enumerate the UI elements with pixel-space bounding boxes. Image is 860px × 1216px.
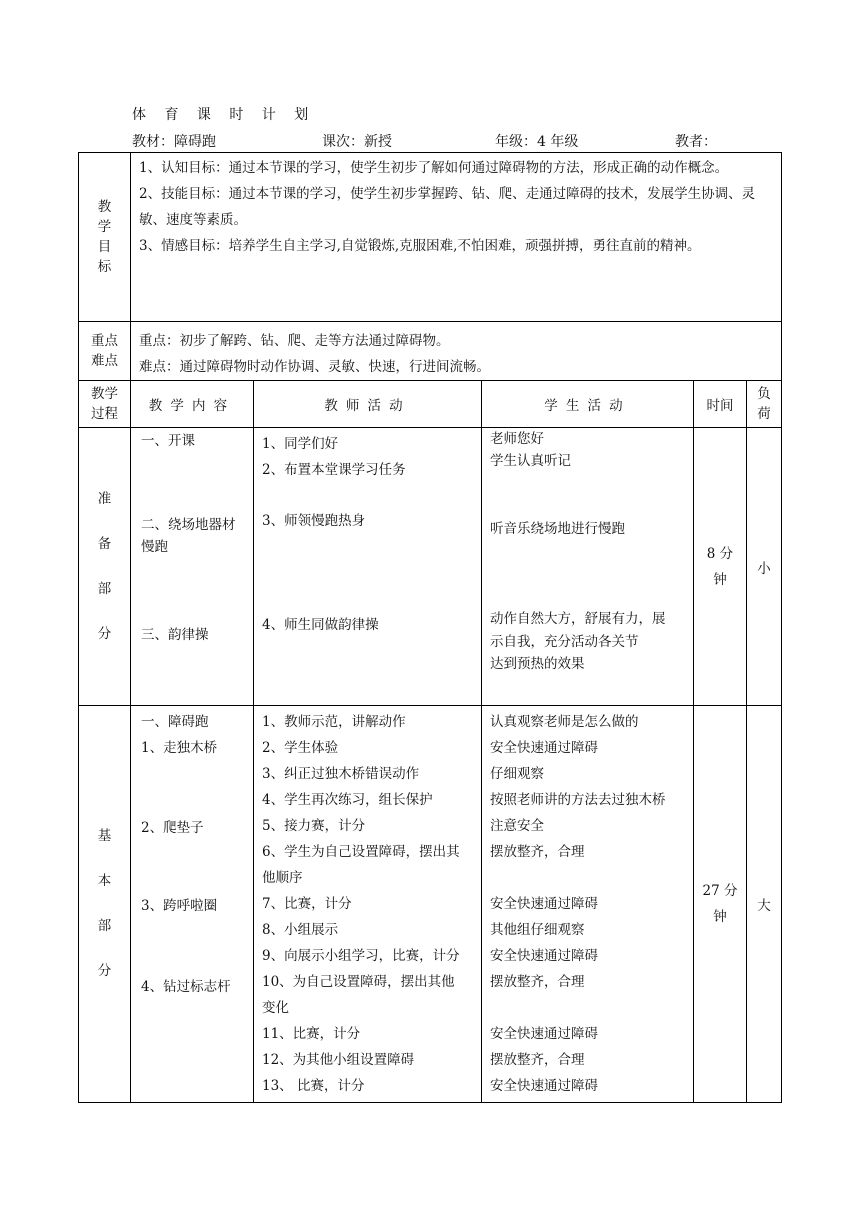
basic-teacher-item: 3、纠正过独木桥错误动作 [262,766,420,782]
prep-teacher-cell [254,428,482,706]
basic-student-item: 摆放整齐，合理 [490,1052,585,1068]
basic-student-item: 注意安全 [490,818,544,834]
basic-teacher-item: 11、比赛，计分 [262,1026,361,1042]
basic-teacher-item: 12、为其他小组设置障碍 [262,1052,415,1068]
basic-content-item: 一、障碍跑 [141,714,209,730]
basic-teacher-item: 6、学生为自己设置障碍，摆出其 [262,844,460,860]
difficulty-point: 难点：通过障碍物时动作协调、灵敏、快速，行进间流畅。 [139,359,490,375]
basic-student-item: 摆放整齐，合理 [490,974,585,990]
prep-section-label: 准 备 部 分 [79,428,131,706]
objective-skill: 2、技能目标：通过本节课的学习，使学生初步掌握跨、钻、爬、走通过障碍的技术，发展学生协调、灵敏、速度等素质。 [139,186,756,228]
basic-student-item: 认真观察老师是怎么做的 [490,714,639,730]
basic-student-item: 仔细观察 [490,766,544,782]
prep-student-item: 听音乐绕场地进行慢跑 [490,521,625,537]
basic-teacher-item: 8、小组展示 [262,922,339,938]
prep-content-item: 慢跑 [141,539,168,555]
basic-student-item: 其他组仔细观察 [490,922,585,938]
prep-student-item: 学生认真听记 [490,453,571,469]
objective-affective: 3、情感目标：培养学生自主学习,自觉锻炼,克服困难,不怕困难，顽强拼搏，勇往直前的精神。 [139,238,701,254]
basic-student-item [490,995,693,1021]
basic-content-item: 2、爬垫子 [141,820,204,836]
basic-teacher-item: 变化 [262,1000,289,1016]
basic-teacher-item: 9、向展示小组学习，比赛，计分 [262,948,460,964]
objectives-label: 教 学 目 标 [79,153,131,322]
lesson-field: 课次：新授 [322,134,392,150]
header-process: 教学 过程 [79,381,131,428]
prep-time-cell: 8 分 钟 [694,428,747,706]
basic-student-item: 安全快速通过障碍 [490,1078,598,1094]
basic-load-cell: 大 [747,706,782,1103]
basic-content-cell [131,706,254,1103]
key-points-content [131,322,782,381]
basic-content-item: 3、跨呼啦圈 [141,898,218,914]
header-content: 教学内容 [131,381,254,428]
table-header-row [79,381,782,428]
header-time: 时间 [694,381,747,428]
prep-student-item: 老师您好 [490,431,544,447]
material-field: 教材：障碍跑 [132,134,216,150]
basic-student-item: 按照老师讲的方法去过独木桥 [490,792,666,808]
basic-teacher-item: 1、教师示范，讲解动作 [262,714,406,730]
objectives-content [131,153,782,322]
basic-teacher-item: 7、比赛，计分 [262,896,352,912]
prep-student-cell [482,428,694,706]
prep-student-item: 达到预热的效果 [490,656,585,672]
basic-teacher-item: 他顺序 [262,870,303,886]
header-load: 负 荷 [747,381,782,428]
key-points-row [79,322,782,381]
prep-content-item: 二、绕场地器材 [141,517,236,533]
header-teacher-activity: 教师活动 [254,381,482,428]
basic-teacher-item: 10、为自己设置障碍，摆出其他 [262,974,455,990]
header-student-activity: 学生活动 [482,381,694,428]
basic-section-row [79,706,782,1103]
prep-section-row [79,428,782,706]
basic-time-cell: 27 分 钟 [694,706,747,1103]
prep-teacher-item: 4、师生同做韵律操 [262,617,379,633]
basic-teacher-item: 13、 比赛，计分 [262,1078,365,1094]
key-points-label: 重点 难点 [79,322,131,381]
basic-student-item: 安全快速通过障碍 [490,740,598,756]
prep-content-cell [131,428,254,706]
basic-section-label: 基 本 部 分 [79,706,131,1103]
basic-student-cell [482,706,694,1103]
grade-field: 年级：4 年级 [495,134,579,150]
document-title: 体 育 课 时 计 划 [132,107,316,123]
basic-student-item: 安全快速通过障碍 [490,1026,598,1042]
basic-student-item: 安全快速通过障碍 [490,896,598,912]
prep-student-item: 动作自然大方，舒展有力，展 [490,611,666,627]
prep-teacher-item: 1、同学们好 [262,436,339,452]
key-point: 重点：初步了解跨、钻、爬、走等方法通过障碍物。 [139,333,450,349]
prep-teacher-item: 3、师领慢跑热身 [262,513,366,529]
objective-cognitive: 1、认知目标：通过本节课的学习，使学生初步了解如何通过障碍物的方法，形成正确的动作概念。 [139,160,729,176]
teacher-field: 教者： [675,134,717,150]
basic-teacher-cell [254,706,482,1103]
basic-teacher-item: 5、接力赛，计分 [262,818,366,834]
basic-teacher-item: 2、学生体验 [262,740,339,756]
basic-content-item: 1、走独木桥 [141,740,218,756]
basic-teacher-item: 4、学生再次练习，组长保护 [262,792,433,808]
prep-student-item: 示自我，充分活动各关节 [490,634,639,650]
lesson-plan-table [78,152,782,1103]
prep-content-item: 三、韵律操 [141,627,209,643]
prep-teacher-item: 2、布置本堂课学习任务 [262,462,406,478]
prep-content-item: 一、开课 [141,433,195,449]
basic-content-item: 4、钻过标志杆 [141,979,231,995]
objectives-row [79,153,782,322]
basic-student-item: 摆放整齐，合理 [490,844,585,860]
prep-load-cell: 小 [747,428,782,706]
basic-student-item: 安全快速通过障碍 [490,948,598,964]
basic-student-item [490,865,693,891]
